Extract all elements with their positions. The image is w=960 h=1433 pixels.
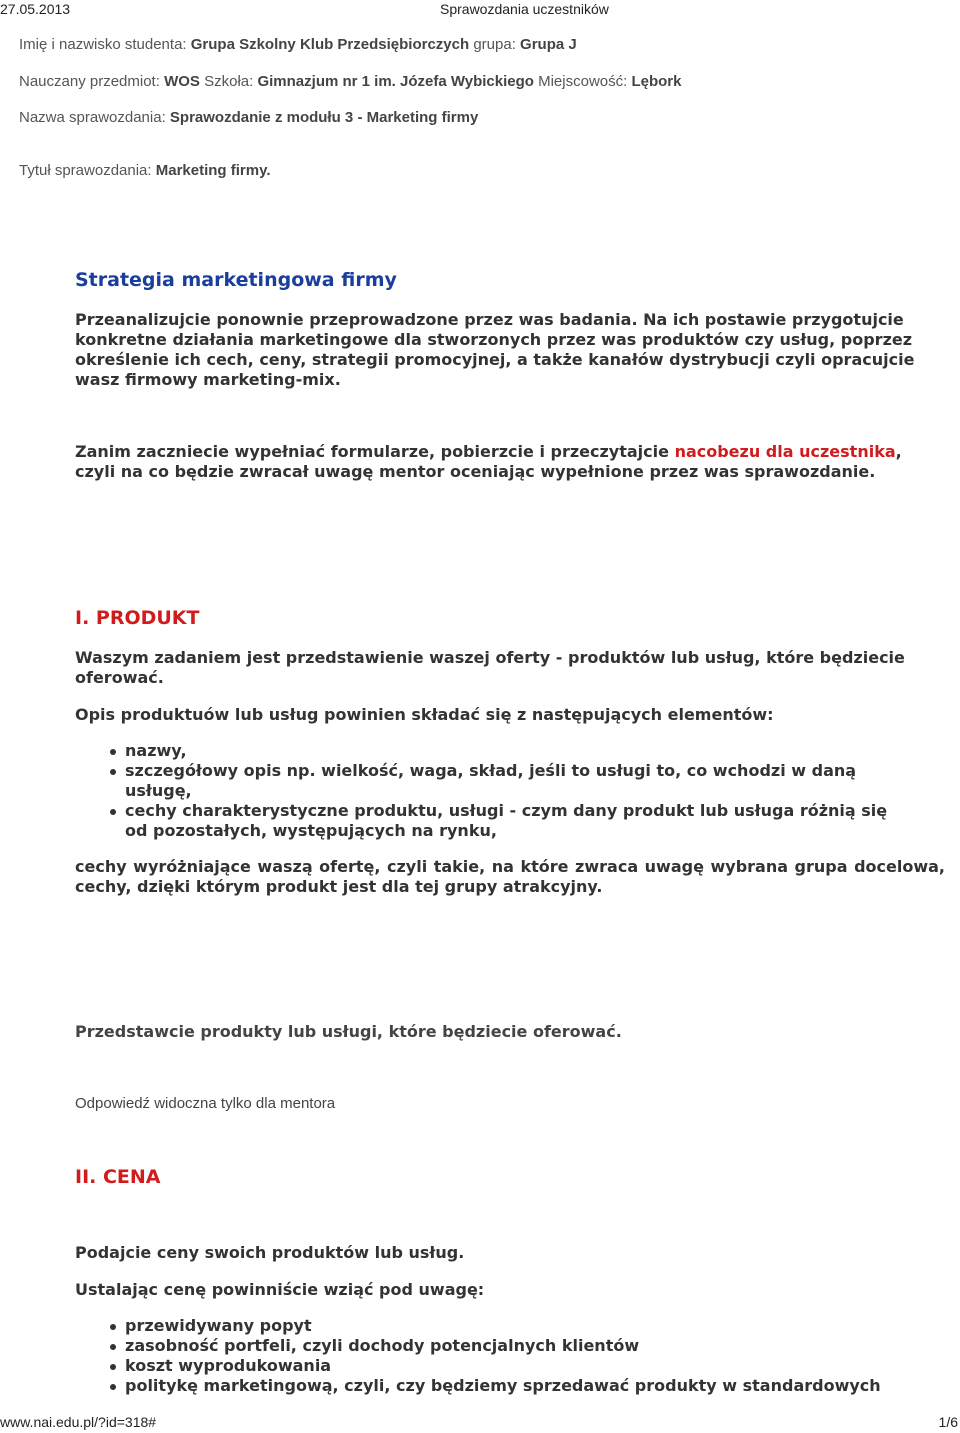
product-features: cechy wyróżniające waszą ofertę, czyli takie, na które zwraca uwagę wybrana grupa docelowa, cechy, dzięki którym produkt jest dla tej grupy atrakcyjny. <box>75 857 945 896</box>
list-item: cechy charakterystyczne produktu, usługi - czym dany produkt lub usługa różnią się od pozostałych, występujących na rynku, <box>108 801 908 841</box>
report-title-label: Tytuł sprawozdania: <box>19 162 152 179</box>
list-item: zasobność portfeli, czyli dochody potencjalnych klientów <box>108 1336 928 1356</box>
product-task: Waszym zadaniem jest przedstawienie waszej oferty - produktów lub usług, które będziecie oferować. <box>75 648 905 687</box>
product-prompt: Przedstawcie produkty lub usługi, które będziecie oferować. <box>75 1022 622 1041</box>
list-item: koszt wyprodukowania <box>108 1356 928 1376</box>
group-value: Grupa J <box>520 36 577 53</box>
group-label: grupa: <box>473 36 516 53</box>
student-label: Imię i nazwisko studenta: <box>19 36 187 53</box>
intro-paragraph: Przeanalizujcie ponownie przeprowadzone przez was badania. Na ich postawie przygotujcie konkretne działania marketingowe dla stworzonych przez was produktów czy usług, poprzez określenie ich cech, ceny, strategii promocyjnej, a także kanałów dystrybucji czyli opracujcie wasz firmowy marketing-mix. <box>75 310 915 389</box>
section-price-title: II. CENA <box>75 1166 161 1188</box>
price-subheading: Ustalając cenę powinniście wziąć pod uwagę: <box>75 1280 485 1299</box>
report-title-value: Marketing firmy. <box>155 162 271 179</box>
school-value: Gimnazjum nr 1 im. Józefa Wybickiego <box>257 73 534 90</box>
student-line <box>19 36 577 53</box>
subject-value: WOS <box>164 73 200 90</box>
price-task: Podajcie ceny swoich produktów lub usług. <box>75 1243 465 1262</box>
strategy-heading: Strategia marketingowa firmy <box>75 269 397 291</box>
note-before: Zanim zaczniecie wypełniać formularze, pobierzcie i przeczytajcie <box>75 442 669 461</box>
nacobezu-link[interactable]: nacobezu dla uczestnika <box>674 442 896 461</box>
product-elements-list <box>108 741 908 841</box>
product-subheading: Opis produktuów lub usług powinien składać się z następujących elementów: <box>75 705 774 724</box>
footer-url: www.nai.edu.pl/?id=318# <box>0 1414 157 1430</box>
answer-visibility-note: Odpowiedź widoczna tylko dla mentora <box>75 1095 336 1112</box>
list-item: nazwy, <box>108 741 908 761</box>
subject-label: Nauczany przedmiot: <box>19 73 160 90</box>
page-title: Sprawozdania uczestników <box>440 1 609 17</box>
report-name-value: Sprawozdanie z modułu 3 - Marketing firmy <box>169 109 479 126</box>
section-product-title: I. PRODUKT <box>75 607 200 629</box>
report-title-line <box>19 162 271 179</box>
school-label: Szkoła: <box>204 73 254 90</box>
list-item: politykę marketingową, czyli, czy będziemy sprzedawać produkty w standardowych <box>108 1376 928 1396</box>
report-name-label: Nazwa sprawozdania: <box>19 109 166 126</box>
nacobezu-note <box>75 442 945 482</box>
note-after: , czyli na co będzie zwracał uwagę mentor oceniając wypełnione przez was sprawozdanie. <box>75 442 902 481</box>
student-value: Grupa Szkolny Klub Przedsiębiorczych <box>190 36 470 53</box>
city-label: Miejscowość: <box>538 73 628 90</box>
list-item: szczegółowy opis np. wielkość, waga, skład, jeśli to usługi to, co wchodzi w daną usługę, <box>108 761 895 801</box>
school-line <box>19 73 681 90</box>
report-name-line <box>19 109 478 126</box>
price-factors-list <box>108 1316 928 1396</box>
print-date: 27.05.2013 <box>0 1 71 17</box>
city-value: Lębork <box>631 73 682 90</box>
page-number: 1/6 <box>938 1414 958 1430</box>
list-item: przewidywany popyt <box>108 1316 928 1336</box>
